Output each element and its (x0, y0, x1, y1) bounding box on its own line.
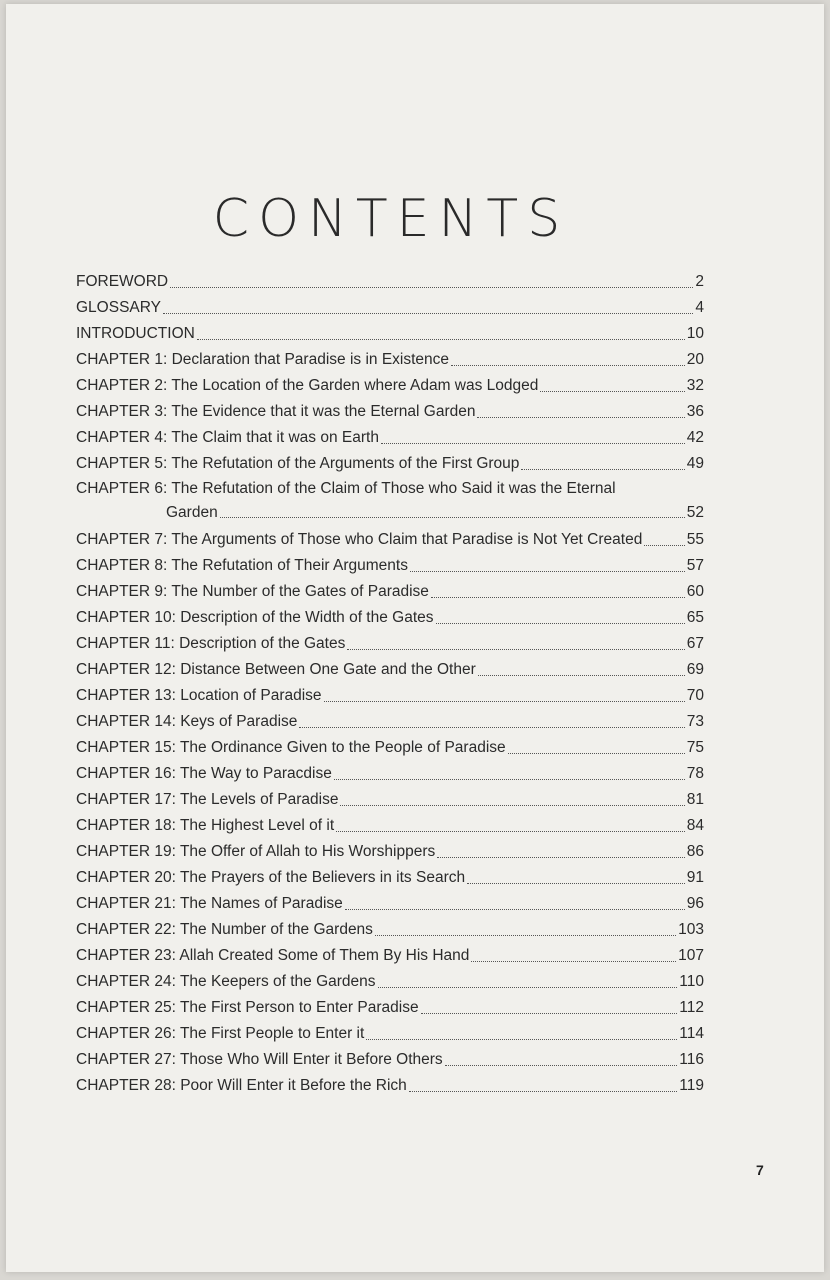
toc-entry (76, 347, 704, 373)
dot-leader (170, 287, 693, 288)
dot-leader (521, 469, 684, 470)
table-of-contents (76, 269, 704, 1099)
toc-entry-label: CHAPTER 9: The Number of the Gates of Paradise (76, 583, 429, 600)
toc-entry-label: CHAPTER 27: Those Who Will Enter it Before Others (76, 1051, 443, 1068)
toc-entry-label: CHAPTER 11: Description of the Gates (76, 635, 346, 652)
toc-entry (76, 527, 704, 553)
toc-entry-label: CHAPTER 21: The Names of Paradise (76, 895, 343, 912)
toc-entry-page: 49 (686, 455, 704, 472)
dot-leader (644, 545, 684, 546)
toc-entry-label: CHAPTER 8: The Refutation of Their Arguments (76, 557, 408, 574)
toc-entry-page: 55 (686, 531, 704, 548)
dot-leader (336, 831, 685, 832)
dot-leader (375, 935, 676, 936)
toc-entry (76, 943, 704, 969)
toc-entry-label: CHAPTER 24: The Keepers of the Gardens (76, 973, 376, 990)
toc-entry (76, 451, 704, 477)
dot-leader (410, 571, 685, 572)
toc-entry (76, 399, 704, 425)
toc-entry-label: CHAPTER 25: The First Person to Enter Paradise (76, 999, 419, 1016)
toc-entry (76, 969, 704, 995)
toc-entry (76, 709, 704, 735)
toc-entry-page: 69 (686, 661, 704, 678)
dot-leader (366, 1039, 677, 1040)
dot-leader (478, 675, 685, 676)
toc-entry-page: 4 (695, 299, 704, 316)
dot-leader (220, 517, 685, 518)
dot-leader (299, 727, 684, 728)
toc-entry (76, 917, 704, 943)
toc-entry-label: CHAPTER 7: The Arguments of Those who Claim that Paradise is Not Yet Created (76, 531, 643, 548)
dot-leader (378, 987, 678, 988)
toc-entry (76, 605, 704, 631)
toc-entry-page: 36 (686, 403, 704, 420)
dot-leader (324, 701, 685, 702)
dot-leader (421, 1013, 678, 1014)
toc-entry (76, 891, 704, 917)
toc-entry-page: 52 (686, 504, 704, 521)
toc-entry-label: CHAPTER 6: The Refutation of the Claim of Those who Said it was the Eternal (76, 480, 616, 497)
toc-entry-label: CHAPTER 26: The First People to Enter it (76, 1025, 365, 1042)
toc-entry-page: 65 (686, 609, 704, 626)
toc-entry-label: CHAPTER 18: The Highest Level of it (76, 817, 335, 834)
toc-entry-label: CHAPTER 1: Declaration that Paradise is in Existence (76, 351, 450, 368)
toc-entry (76, 1073, 704, 1099)
dot-leader (334, 779, 685, 780)
toc-entry (76, 839, 704, 865)
toc-entry-page: 84 (686, 817, 704, 834)
toc-entry (76, 269, 704, 295)
toc-entry-label: CHAPTER 3: The Evidence that it was the Eternal Garden (76, 403, 476, 420)
toc-entry-page: 107 (678, 947, 704, 964)
dot-leader (540, 391, 684, 392)
toc-entry (76, 477, 704, 527)
dot-leader (445, 1065, 678, 1066)
toc-entry-page: 110 (679, 973, 704, 990)
toc-entry (76, 631, 704, 657)
toc-entry (76, 995, 704, 1021)
book-page (6, 4, 824, 1272)
toc-entry (76, 1021, 704, 1047)
dot-leader (471, 961, 676, 962)
toc-entry-label: CHAPTER 5: The Refutation of the Arguments of the First Group (76, 455, 520, 472)
toc-entry-label: CHAPTER 23: Allah Created Some of Them By His Hand (76, 947, 470, 964)
dot-leader (340, 805, 684, 806)
toc-entry (76, 787, 704, 813)
toc-entry (76, 683, 704, 709)
toc-entry-label: FOREWORD (76, 273, 169, 290)
toc-entry-page: 32 (686, 377, 704, 394)
toc-entry-label: CHAPTER 2: The Location of the Garden where Adam was Lodged (76, 377, 539, 394)
toc-entry (76, 735, 704, 761)
toc-entry-label: CHAPTER 28: Poor Will Enter it Before the Rich (76, 1077, 407, 1094)
toc-entry-page: 60 (686, 583, 704, 600)
toc-entry (76, 761, 704, 787)
dot-leader (345, 909, 685, 910)
toc-entry-page: 78 (686, 765, 704, 782)
contents-heading: CONTENTS (212, 189, 570, 249)
toc-entry-page: 57 (686, 557, 704, 574)
toc-entry-page: 20 (686, 351, 704, 368)
dot-leader (197, 339, 685, 340)
toc-entry-page: 119 (679, 1077, 704, 1094)
toc-entry-label: CHAPTER 13: Location of Paradise (76, 687, 322, 704)
dot-leader (431, 597, 685, 598)
toc-entry (76, 553, 704, 579)
toc-entry-label: CHAPTER 14: Keys of Paradise (76, 713, 298, 730)
toc-entry-label: CHAPTER 12: Distance Between One Gate and the Other (76, 661, 476, 678)
dot-leader (163, 313, 693, 314)
dot-leader (381, 443, 685, 444)
toc-entry-page: 73 (686, 713, 704, 730)
toc-entry-label: CHAPTER 15: The Ordinance Given to the People of Paradise (76, 739, 506, 756)
toc-entry-label: INTRODUCTION (76, 325, 195, 342)
toc-entry (76, 373, 704, 399)
toc-entry-label: CHAPTER 20: The Prayers of the Believers in its Search (76, 869, 466, 886)
toc-entry-label: CHAPTER 16: The Way to Paracdise (76, 765, 332, 782)
toc-entry-page: 10 (686, 325, 704, 342)
toc-entry-page: 116 (679, 1051, 704, 1068)
toc-entry-label: CHAPTER 22: The Number of the Gardens (76, 921, 373, 938)
dot-leader (347, 649, 684, 650)
toc-entry-page: 91 (686, 869, 704, 886)
dot-leader (451, 365, 685, 366)
toc-entry (76, 657, 704, 683)
toc-entry-page: 75 (686, 739, 704, 756)
toc-entry-page: 114 (679, 1025, 704, 1042)
toc-entry (76, 295, 704, 321)
toc-entry-page: 42 (686, 429, 704, 446)
toc-entry-label: CHAPTER 10: Description of the Width of the Gates (76, 609, 434, 626)
toc-entry-page: 81 (686, 791, 704, 808)
toc-entry-page: 70 (686, 687, 704, 704)
page-number: 7 (756, 1162, 764, 1178)
dot-leader (409, 1091, 677, 1092)
toc-entry-page: 103 (678, 921, 704, 938)
toc-entry-page: 112 (679, 999, 704, 1016)
dot-leader (436, 623, 685, 624)
toc-entry-page: 86 (686, 843, 704, 860)
toc-entry-page: 67 (686, 635, 704, 652)
toc-entry-label: CHAPTER 19: The Offer of Allah to His Worshippers (76, 843, 436, 860)
toc-entry (76, 321, 704, 347)
dot-leader (437, 857, 685, 858)
toc-entry (76, 865, 704, 891)
toc-entry (76, 579, 704, 605)
dot-leader (508, 753, 685, 754)
dot-leader (477, 417, 684, 418)
toc-entry-page: 2 (695, 273, 704, 290)
dot-leader (467, 883, 685, 884)
toc-entry (76, 813, 704, 839)
toc-entry-label: CHAPTER 17: The Levels of Paradise (76, 791, 339, 808)
toc-entry (76, 425, 704, 451)
toc-entry (76, 1047, 704, 1073)
toc-entry-label: CHAPTER 4: The Claim that it was on Earth (76, 429, 379, 446)
toc-entry-page: 96 (686, 895, 704, 912)
toc-entry-label-continued: Garden (166, 504, 218, 521)
toc-entry-label: GLOSSARY (76, 299, 162, 316)
